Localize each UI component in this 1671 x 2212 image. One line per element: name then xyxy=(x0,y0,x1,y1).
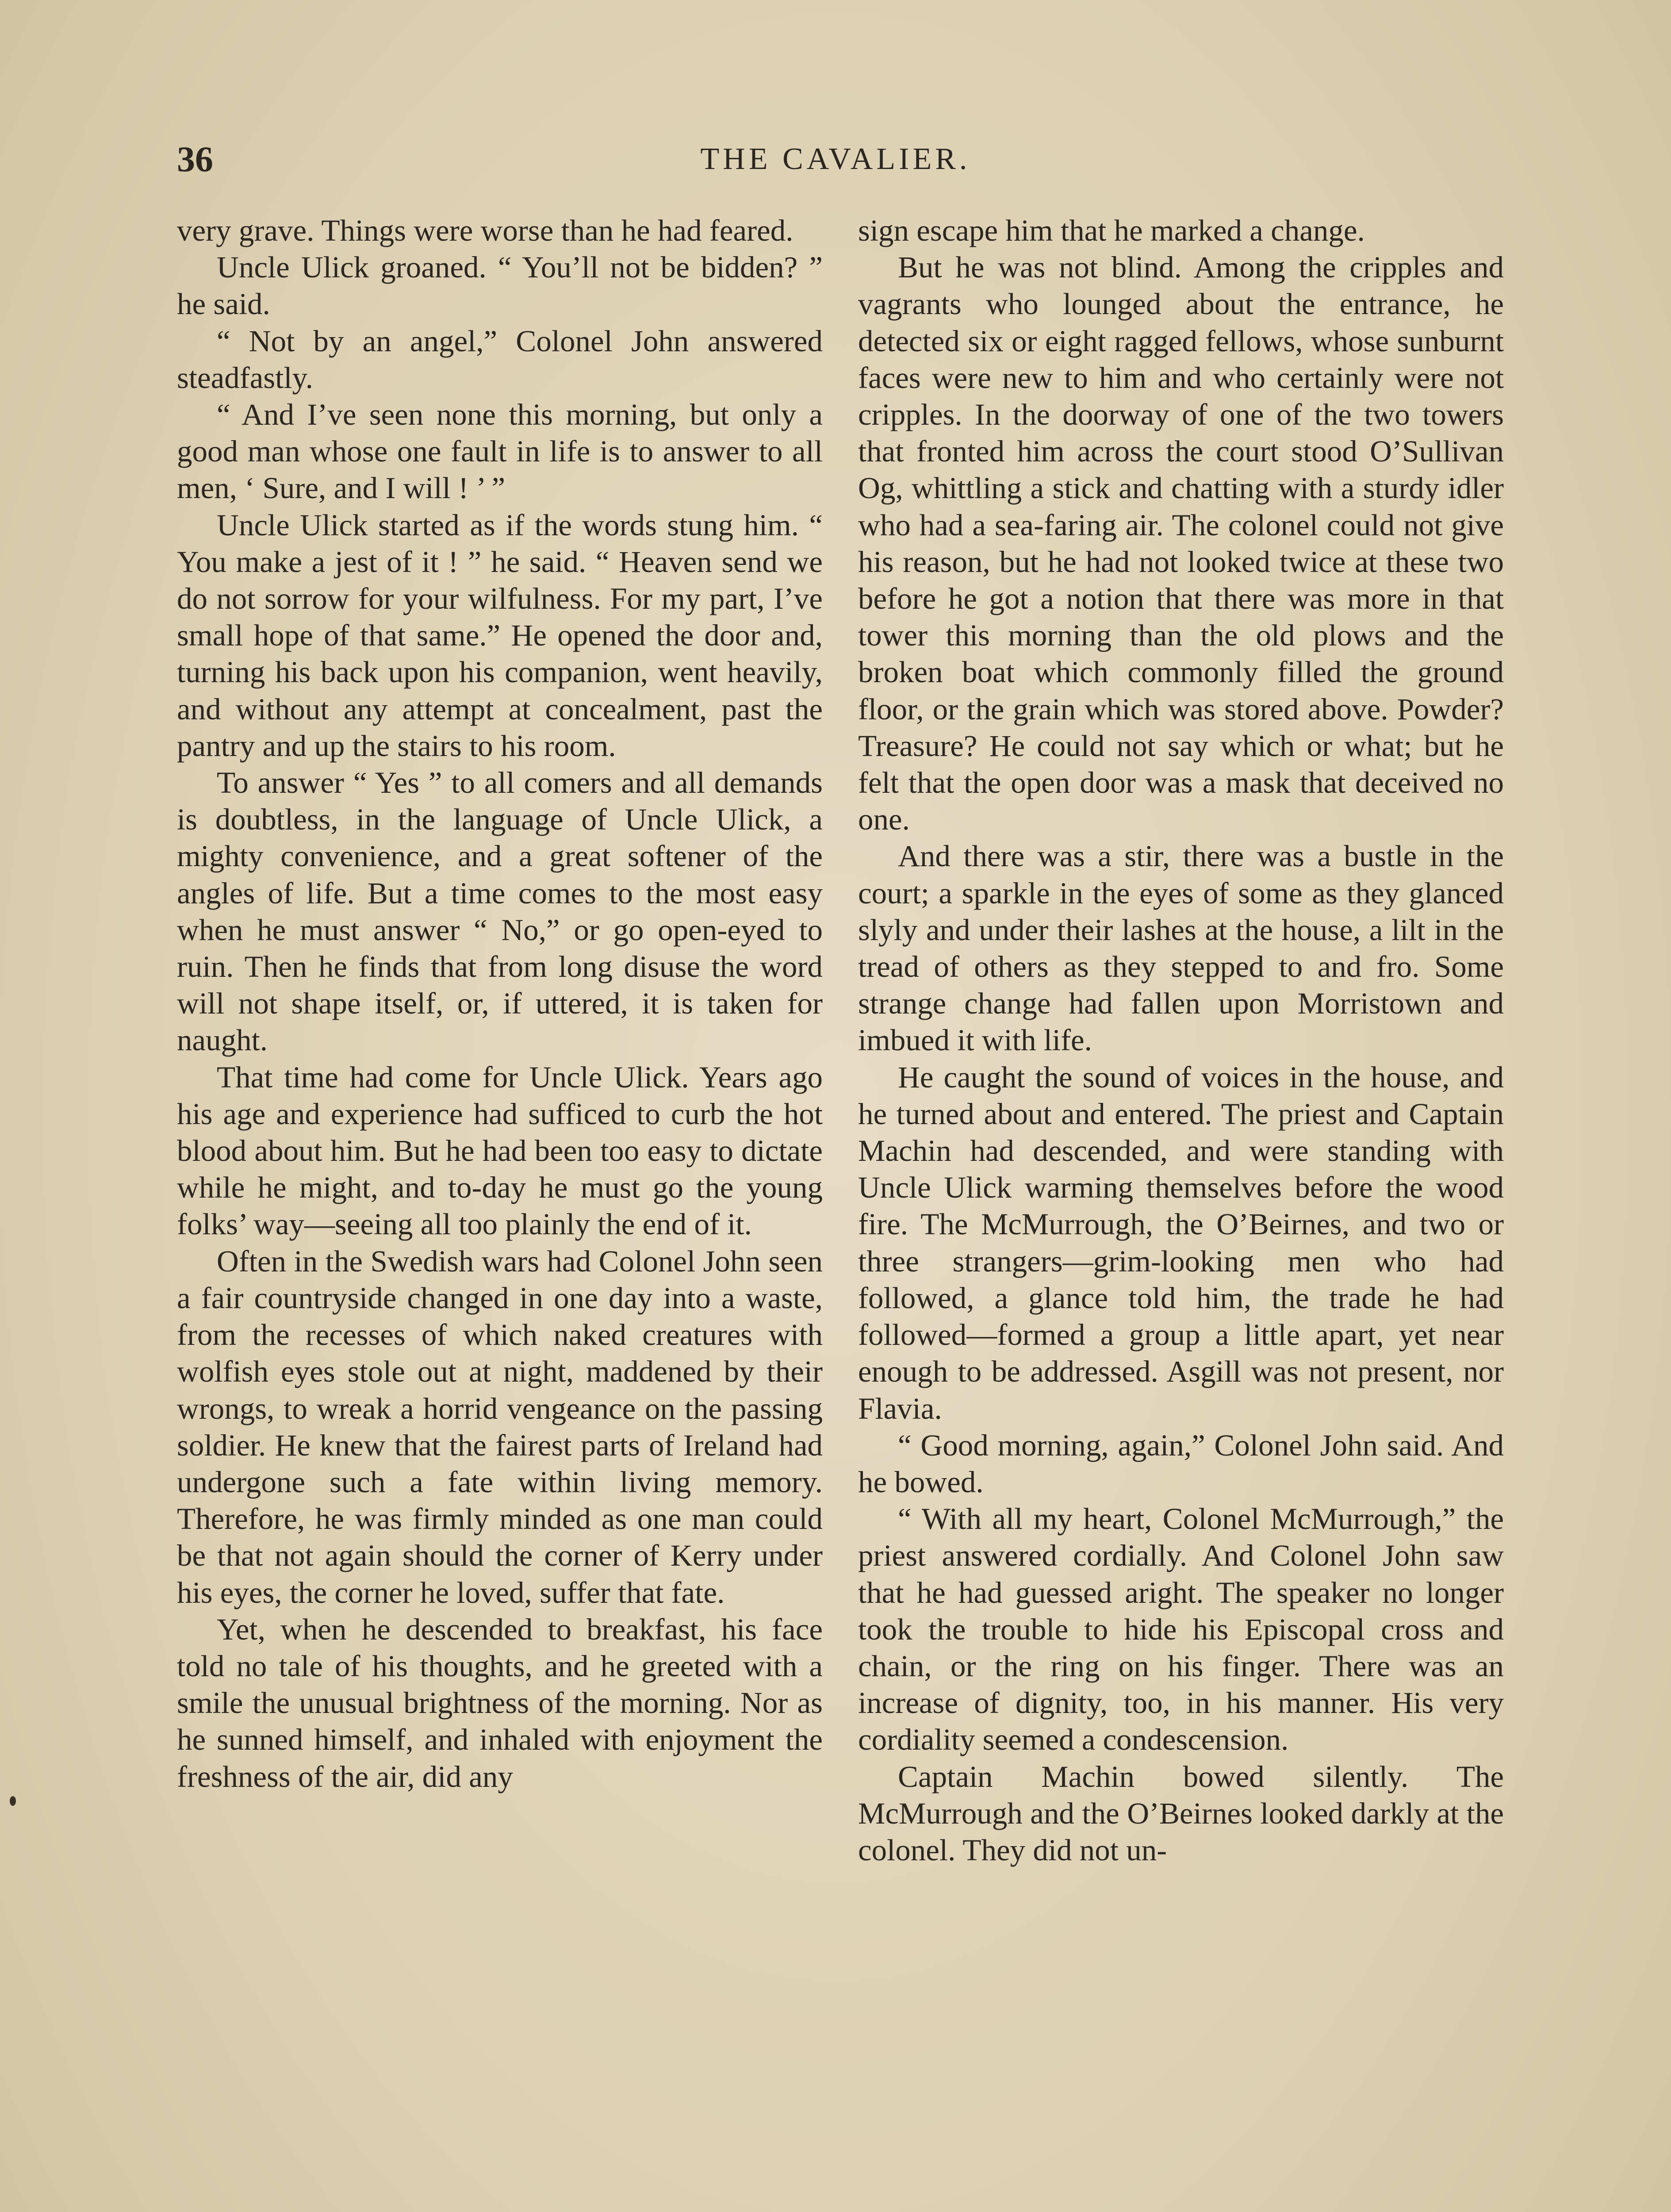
paper-speck xyxy=(10,1796,16,1806)
paragraph: Often in the Swedish wars had Colonel John seen a fair countryside changed in one day into a waste, from the recesses of which naked creatures with wolfish eyes stole out at night, maddened by their wrongs, to wreak a horrid vengeance on the passing soldier. He knew that the fairest parts of Ireland had undergone such a fate within living memory. Therefore, he was firmly minded as one man could be that not again should the corner of Kerry under his eyes, the corner he loved, suffer that fate. xyxy=(177,1244,823,1609)
paragraph: Captain Machin bowed silently. The McMurrough and the O’Beirnes looked darkly at the colonel. They did not un- xyxy=(858,1759,1504,1867)
paragraph: sign escape him that he marked a change. xyxy=(858,214,1365,247)
paragraph: “ And I’ve seen none this morning, but only a good man whose one fault in life is to answer to all men, ‘ Sure, and I will ! ’ ” xyxy=(177,398,823,505)
paragraph: very grave. Things were worse than he had feared. xyxy=(177,214,793,247)
paragraph: Uncle Ulick started as if the words stung him. “ You make a jest of it ! ” he said. “ Heaven send we do not sorrow for your wilfulness. For my part, I’ve small hope of that same.” He opened the door and, turning his back upon his companion, went heavily, and without any attempt at concealment, past the pantry and up the stairs to his room. xyxy=(177,508,823,763)
paragraph: But he was not blind. Among the cripples and vagrants who lounged about the entrance, he detected six or eight ragged fellows, whose sunburnt faces were new to him and who certainly were not cripples. In the doorway of one of the two towers that fronted him across the court stood O’Sullivan Og, whittling a stick and chatting with a sturdy idler who had a sea-faring air. The colonel could not give his reason, but he had not looked twice at these two before he got a notion that there was more in that tower this morning than the old plows and the broken boat which commonly filled the ground floor, or the grain which was stored above. Powder? Treasure? He could not say which or what; but he felt that the open door was a mask that deceived no one. xyxy=(858,250,1504,837)
paragraph: “ With all my heart, Colonel McMurrough,” the priest answered cordially. And Colonel John saw that he had guessed aright. The speaker no longer took the trouble to hide his Episcopal cross and chain, or the ring on his finger. There was an increase of dignity, too, in his manner. His very cordiality seemed a condescension. xyxy=(858,1502,1504,1757)
left-column xyxy=(177,212,823,1795)
page-header xyxy=(177,133,1494,186)
paragraph: And there was a stir, there was a bustle in the court; a sparkle in the eyes of some as they glanced slyly and under their lashes at the house, a lilt in the tread of others as they stepped to and fro. Some strange change had fallen upon Morristown and imbued it with life. xyxy=(858,839,1504,1057)
paragraph: “ Not by an angel,” Colonel John answered steadfastly. xyxy=(177,324,823,395)
paragraph: That time had come for Uncle Ulick. Years ago his age and experience had sufficed to curb the hot blood about him. But he had been too easy to dictate while he might, and to-day he must go the young folks’ way—seeing all too plainly the end of it. xyxy=(177,1060,823,1241)
paragraph: Yet, when he descended to breakfast, his face told no tale of his thoughts, and he greeted with a smile the unusual brightness of the morning. Nor as he sunned himself, and inhaled with enjoyment the freshness of the air, did any xyxy=(177,1612,823,1793)
running-title: THE CAVALIER. xyxy=(700,142,971,176)
page-number: 36 xyxy=(177,139,213,179)
paragraph: “ Good morning, again,” Colonel John said. And he bowed. xyxy=(858,1428,1504,1499)
paragraph: To answer “ Yes ” to all comers and all demands is doubtless, in the language of Uncle Ulick, a mighty convenience, and a great softener of the angles of life. But a time comes to the most easy when he must answer “ No,” or go open-eyed to ruin. Then he finds that from long disuse the word will not shape itself, or, if uttered, it is taken for naught. xyxy=(177,766,823,1057)
right-column xyxy=(858,212,1504,1869)
paragraph: He caught the sound of voices in the house, and he turned about and entered. The priest and Captain Machin had descended, and were standing with Uncle Ulick warming themselves before the wood fire. The McMurrough, the O’Beirnes, and two or three strangers—grim-looking men who had followed, a glance told him, the trade he had followed—formed a group a little apart, yet near enough to be addressed. Asgill was not present, nor Flavia. xyxy=(858,1060,1504,1425)
paragraph: Uncle Ulick groaned. “ You’ll not be bidden? ” he said. xyxy=(177,250,823,321)
